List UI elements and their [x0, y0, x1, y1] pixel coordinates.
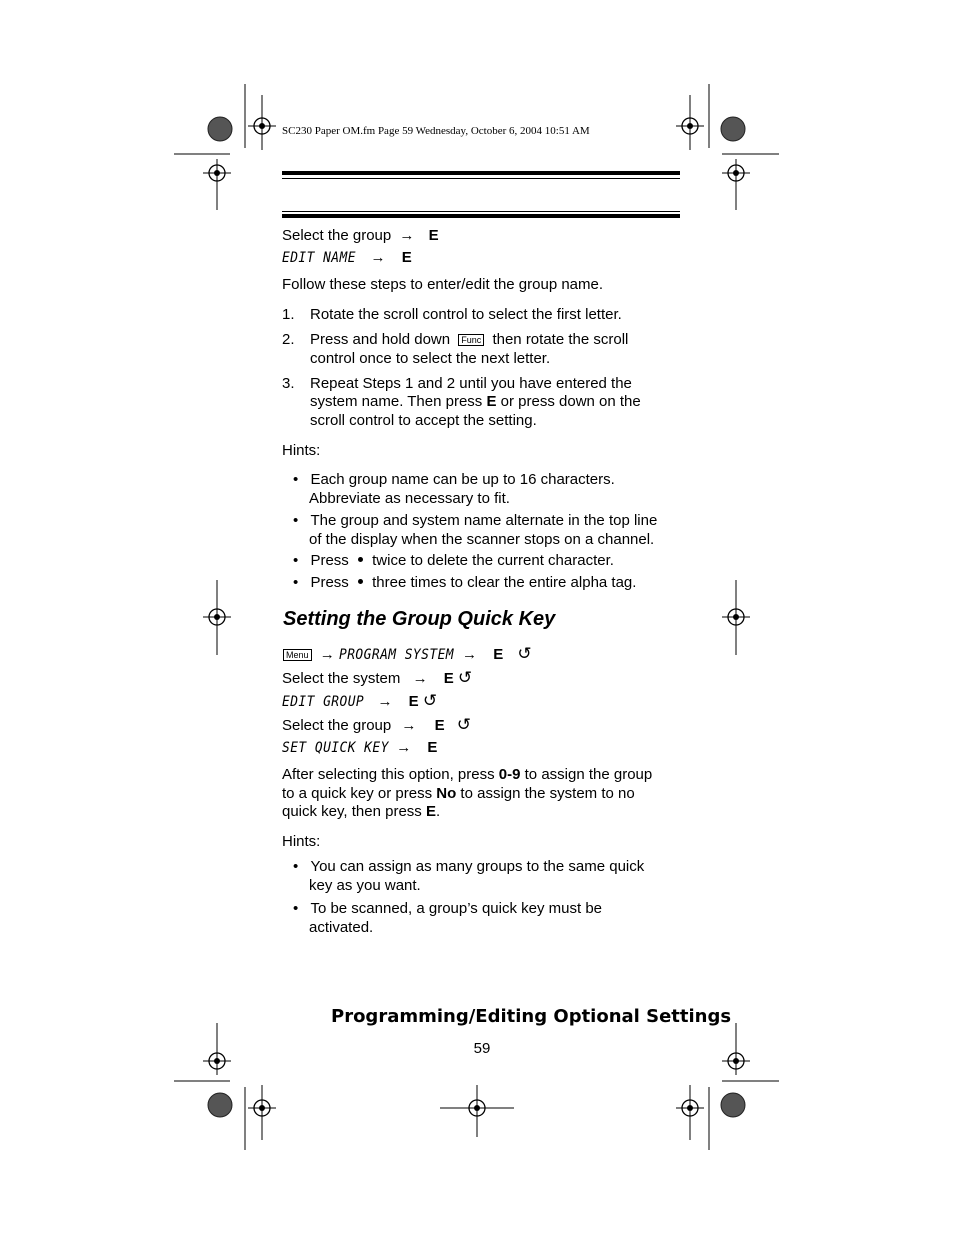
step-text: system name. Then press: [310, 393, 483, 410]
menu-path-line1: [283, 644, 532, 665]
after-para-line2: [282, 784, 635, 803]
menu-path-line2: [282, 668, 472, 688]
hint-text-line2: of the display when the scanner stops on a channel.: [309, 531, 655, 548]
path-line-select-group: [282, 226, 439, 245]
e-key: E: [434, 717, 445, 734]
hint-text: three times to clear the entire alpha tag.: [372, 574, 637, 591]
step-text: then rotate the scroll: [492, 331, 629, 348]
step-text: Repeat Steps 1 and 2 until you have entered the: [310, 375, 632, 392]
page-number: 59: [473, 1040, 491, 1057]
section-rule: [282, 214, 680, 218]
path-line-edit-name: [282, 248, 412, 268]
after-para-line1: [282, 765, 652, 784]
e-key: E: [493, 646, 504, 663]
lcd-program-system: PROGRAM SYSTEM: [338, 647, 454, 663]
lcd-edit-group: EDIT GROUP: [282, 694, 365, 710]
hint-text: Press: [310, 574, 349, 591]
hint-text: Each group name can be up to 16 characters.: [310, 471, 615, 488]
menu-path-line3: [282, 691, 437, 712]
e-key: E: [486, 393, 497, 410]
rotate-icon: ↺: [422, 691, 438, 710]
top-rule: [282, 171, 680, 175]
no-key: No: [436, 785, 457, 802]
dot-key-icon: [358, 579, 363, 584]
rotate-icon: ↺: [456, 715, 472, 734]
hint-item: [293, 899, 602, 918]
bullet-icon: •: [293, 574, 299, 591]
intro-text: Follow these steps to enter/edit the group name.: [282, 276, 604, 293]
after-para-line3: [282, 802, 440, 821]
bullet-icon: •: [293, 552, 299, 569]
step-number: 3.: [282, 375, 295, 392]
para-text: to assign the group: [524, 766, 653, 783]
arrow-icon: →: [396, 739, 412, 756]
bullet-icon: •: [293, 858, 299, 875]
step-3-line3: scroll control to accept the setting.: [310, 412, 537, 429]
arrow-icon: →: [401, 717, 417, 734]
hints-label: Hints:: [282, 442, 321, 459]
path-text: Select the system: [282, 670, 401, 687]
step-3-line2: [310, 392, 641, 411]
e-key: E: [428, 227, 439, 244]
arrow-icon: →: [412, 670, 428, 687]
step-number: 2.: [282, 331, 295, 348]
e-key: E: [425, 803, 436, 820]
hint-item: [293, 857, 644, 876]
lcd-set-quick-key: SET QUICK KEY: [282, 740, 389, 756]
step-text: Press and hold down: [310, 331, 451, 348]
hint-text-line2: key as you want.: [309, 877, 421, 894]
lcd-edit-name: EDIT NAME: [282, 250, 356, 266]
hint-text: You can assign as many groups to the same quick: [310, 858, 645, 875]
hint-text: Press: [310, 552, 349, 569]
e-key: E: [443, 670, 454, 687]
arrow-icon: →: [370, 249, 386, 266]
rotate-icon: ↺: [517, 644, 532, 663]
hint-text-line2: Abbreviate as necessary to fit.: [309, 490, 510, 507]
arrow-icon: →: [399, 227, 415, 244]
file-info-header: SC230 Paper OM.fm Page 59 Wednesday, October 6, 2004 10:51 AM: [282, 125, 590, 137]
hint-text: twice to delete the current character.: [372, 552, 614, 569]
digit-keys: 0-9: [498, 766, 521, 783]
para-text: quick key, then press: [282, 803, 422, 820]
e-key: E: [427, 739, 438, 756]
func-button-icon: Func: [458, 334, 484, 346]
arrow-icon: →: [462, 646, 478, 663]
para-text: After selecting this option, press: [282, 766, 495, 783]
hint-item: [293, 573, 636, 592]
bullet-icon: •: [293, 512, 299, 529]
dot-key-icon: [358, 557, 363, 562]
rotate-icon: ↺: [457, 668, 473, 687]
menu-path-line5: [282, 738, 437, 758]
hint-text-line2: activated.: [309, 919, 374, 936]
hint-text: The group and system name alternate in the top line: [310, 512, 658, 529]
menu-path-line4: [282, 715, 471, 735]
bullet-icon: •: [293, 900, 299, 917]
path-text: Select the group: [282, 227, 392, 244]
step-2: [282, 330, 629, 349]
arrow-icon: →: [377, 693, 393, 710]
step-number: 1.: [282, 306, 295, 323]
para-text: to assign the system to no: [460, 785, 635, 802]
step-text: Rotate the scroll control to select the first letter.: [310, 306, 622, 323]
para-text: to a quick key or press: [282, 785, 433, 802]
top-rule-thin: [282, 178, 680, 179]
footer-section-title: Programming/Editing Optional Settings: [331, 1006, 732, 1027]
para-text: .: [435, 803, 441, 820]
step-2-line1: [310, 330, 628, 349]
hints-label: Hints:: [282, 833, 321, 850]
bullet-icon: •: [293, 471, 299, 488]
hint-item: [293, 470, 615, 489]
step-1: [282, 305, 622, 324]
hint-text: To be scanned, a group’s quick key must be: [310, 900, 602, 917]
section-heading: Setting the Group Quick Key: [283, 608, 556, 630]
e-key: E: [401, 249, 412, 266]
e-key: E: [408, 693, 419, 710]
section-rule-thin: [282, 211, 680, 212]
arrow-icon: →: [319, 646, 335, 663]
step-text: or press down on the: [500, 393, 641, 410]
path-text: Select the group: [282, 717, 392, 734]
hint-item: [293, 551, 614, 570]
hint-item: [293, 511, 657, 530]
step-2-line2: control once to select the next letter.: [310, 350, 551, 367]
menu-button-icon: Menu: [283, 649, 312, 661]
step-3: [282, 374, 632, 393]
